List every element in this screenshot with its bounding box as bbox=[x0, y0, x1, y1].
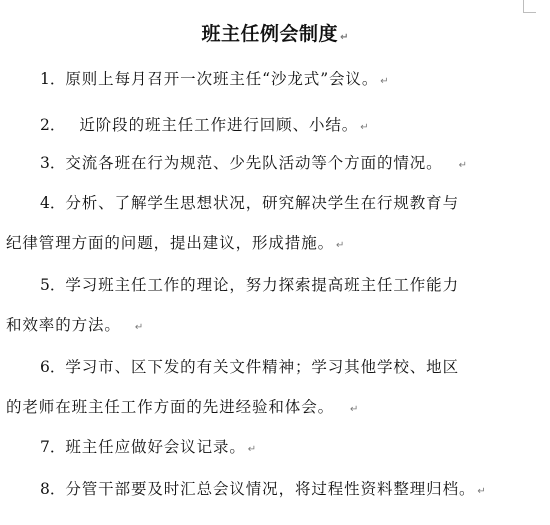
paragraph-mark-icon: ↵ bbox=[134, 322, 144, 333]
list-item-7 bbox=[0, 434, 540, 463]
paragraph-mark-icon: ↵ bbox=[247, 444, 257, 455]
paragraph-mark-icon: ↵ bbox=[380, 76, 389, 87]
item-text: 的老师在班主任工作方面的先进经验和体会。 bbox=[6, 398, 335, 416]
item-number: 4． bbox=[40, 194, 66, 212]
paragraph-mark-icon: ↵ bbox=[350, 404, 359, 415]
list-item-1 bbox=[0, 66, 540, 95]
item-number: 7． bbox=[40, 438, 66, 456]
list-item-4 bbox=[0, 190, 540, 216]
item-text: 纪律管理方面的问题，提出建议，形成措施。 bbox=[6, 234, 335, 252]
list-item-5 bbox=[0, 272, 540, 298]
document-title bbox=[0, 20, 550, 52]
list-item-3 bbox=[0, 150, 540, 179]
list-item-6 bbox=[0, 354, 540, 380]
item-text: 班主任应做好会议记录。 bbox=[65, 438, 246, 456]
item-text: 学习班主任工作的理论，努力探索提高班主任工作能力 bbox=[65, 276, 459, 294]
list-item-2 bbox=[0, 112, 540, 141]
item-number: 8． bbox=[40, 480, 66, 498]
list-item-8 bbox=[0, 476, 540, 505]
item-text: 分析、了解学生思想状况，研究解决学生在行规教育与 bbox=[65, 194, 459, 212]
paragraph-mark-icon: ↵ bbox=[458, 160, 467, 171]
paragraph-mark-icon: ↵ bbox=[360, 122, 369, 133]
list-item-6-continuation bbox=[0, 394, 540, 423]
paragraph-mark-icon: ↵ bbox=[477, 486, 486, 497]
title-text: 班主任例会制度 bbox=[201, 23, 339, 45]
item-text: 近阶段的班主任工作进行回顾、小结。 bbox=[79, 116, 359, 134]
list-item-5-continuation bbox=[0, 312, 540, 341]
item-number: 2． bbox=[40, 116, 66, 134]
paragraph-mark-icon: ↵ bbox=[336, 240, 345, 251]
item-text: 原则上每月召开一次班主任“沙龙式”会议。 bbox=[65, 70, 379, 88]
item-text: 学习市、区下发的有关文件精神；学习其他学校、地区 bbox=[65, 358, 459, 376]
item-text: 交流各班在行为规范、少先队活动等个方面的情况。 bbox=[65, 154, 443, 172]
list-item-4-continuation bbox=[0, 230, 540, 259]
paragraph-mark-icon: ↵ bbox=[340, 32, 349, 43]
item-number: 6． bbox=[40, 358, 66, 376]
item-text: 分管干部要及时汇总会议情况，将过程性资料整理归档。 bbox=[65, 480, 476, 498]
item-number: 3． bbox=[40, 154, 66, 172]
item-number: 1． bbox=[40, 70, 66, 88]
page-corner-mark bbox=[523, 0, 536, 13]
item-number: 5． bbox=[40, 276, 66, 294]
item-text: 和效率的方法。 bbox=[6, 316, 121, 334]
